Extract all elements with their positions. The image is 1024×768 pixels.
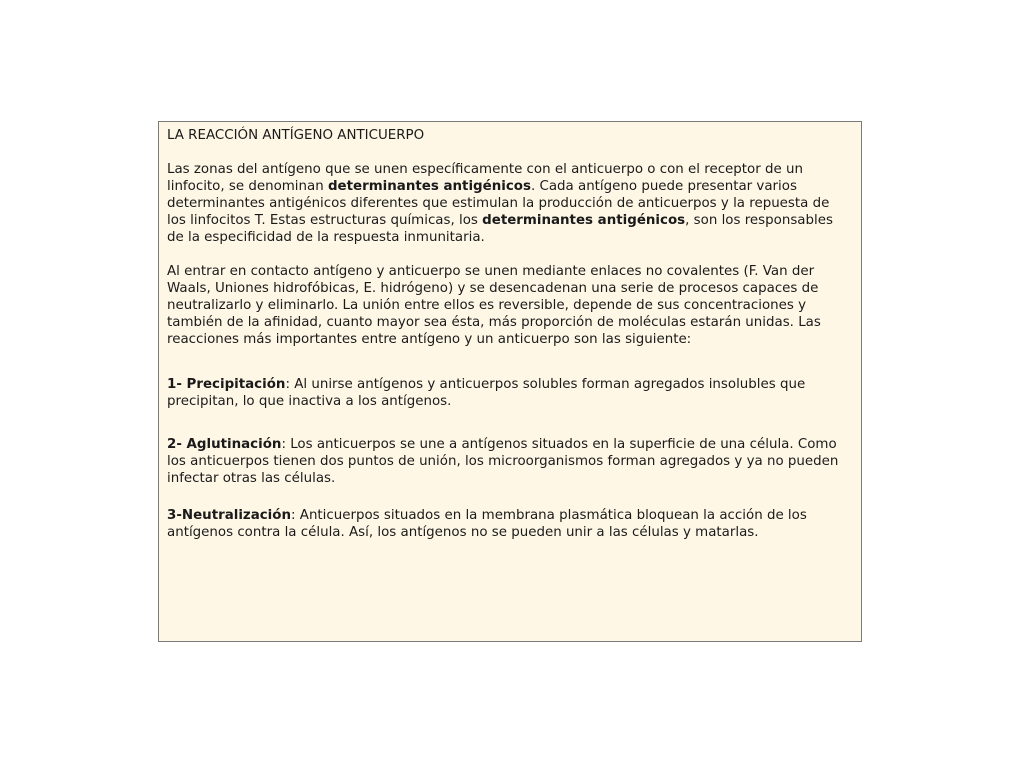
list-item-precipitacion — [167, 376, 851, 410]
paragraph-text: . Cada antígeno puede presentar varios determinantes antigénicos diferentes que estimulan la producción de anticuerpos y la repuesta de los linfocitos T. Estas estructuras químicas, los — [167, 179, 830, 228]
paragraph-contacto: Al entrar en contacto antígeno y anticuerpo se unen mediante enlaces no covalentes (F. Van der Waals, Uniones hidrofóbicas, E. hidrógeno) y se desencadenan una serie de procesos capaces de neutralizarlo y eliminarlo. La unión entre ellos es reversible, depende de sus concentraciones y también de la afinidad, cuanto mayor sea ésta, más proporción de moléculas estarán unidas. Las reacciones más importantes entre antígeno y un anticuerpo son las siguiente: — [167, 264, 821, 347]
text-card — [158, 121, 862, 642]
bold-term: determinantes antigénicos — [482, 213, 686, 228]
item-term: 2- Aglutinación — [167, 437, 282, 452]
list-item-neutralizacion — [167, 507, 851, 541]
item-term: 3-Neutralización — [167, 508, 292, 523]
item-text: : Los anticuerpos se une a antígenos situados en la superficie de una célula. Como los anticuerpos tienen dos puntos de unión, los microorganismos forman agregados y ya no pueden infectar otras las células. — [167, 437, 839, 486]
paragraph-text: Las zonas del antígeno que se unen específicamente con el anticuerpo o con el receptor de un linfocito, se denominan — [167, 162, 803, 194]
bold-term: determinantes antigénicos — [327, 179, 531, 194]
card-title: LA REACCIÓN ANTÍGENO ANTICUERPO — [167, 128, 425, 143]
paragraph-text: , son los responsables de la especificidad de la respuesta inmunitaria. — [167, 213, 833, 245]
paragraph-determinantes — [167, 161, 851, 246]
item-text: : Al unirse antígenos y anticuerpos solubles forman agregados insolubles que precipitan, lo que inactiva a los antígenos. — [167, 377, 806, 409]
list-item-aglutinacion — [167, 436, 851, 487]
item-term: 1- Precipitación — [167, 377, 286, 392]
item-text: : Anticuerpos situados en la membrana plasmática bloquean la acción de los antígenos contra la célula. Así, los antígenos no se pueden unir a las células y matarlas. — [167, 508, 807, 540]
